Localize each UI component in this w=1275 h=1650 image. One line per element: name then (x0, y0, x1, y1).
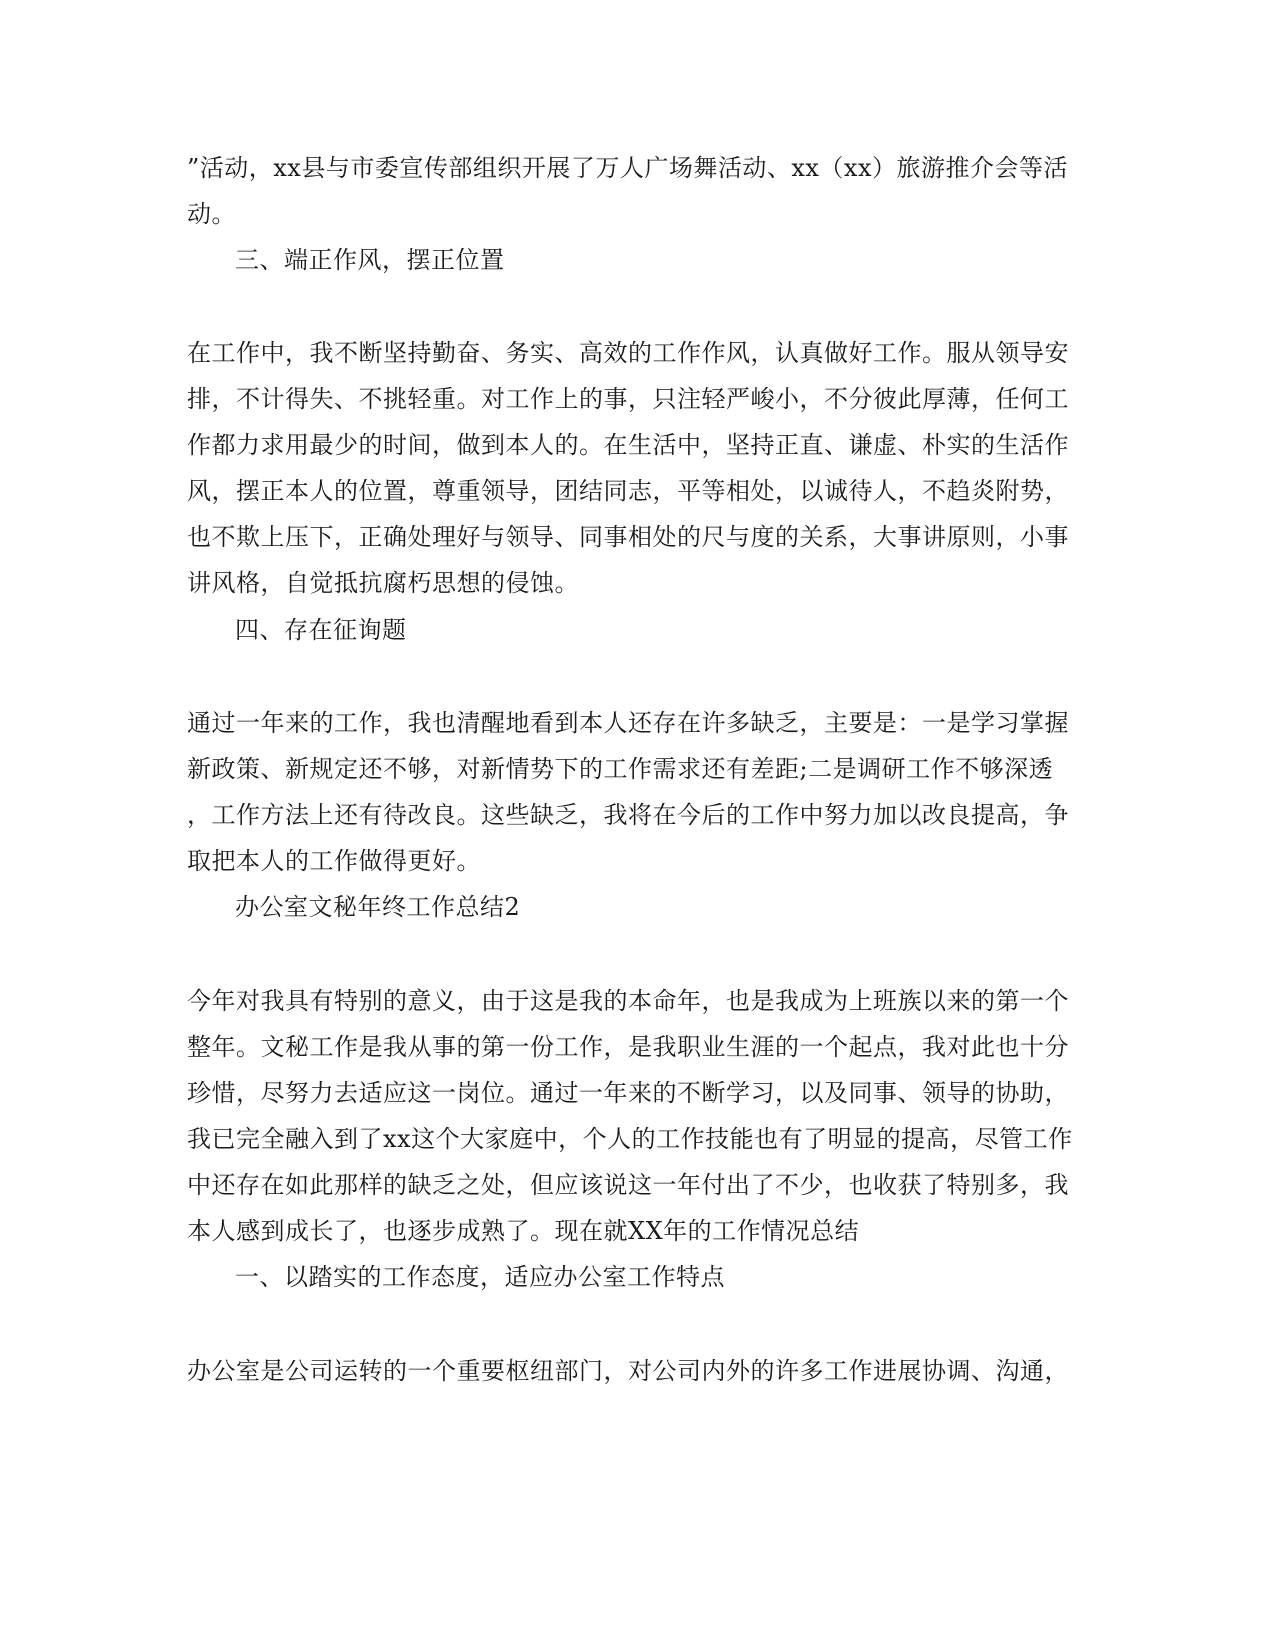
paragraph-line: 我已完全融入到了xx这个大家庭中，个人的工作技能也有了明显的提高，尽管工作 (187, 1125, 1073, 1153)
section-title: 办公室文秘年终工作总结2 (235, 893, 521, 921)
paragraph-line: 讲风格，自觉抵抗腐朽思想的侵蚀。 (187, 569, 579, 597)
section-heading: 四、存在征询题 (235, 616, 407, 644)
paragraph-line: 动。 (187, 200, 236, 228)
paragraph-line: 办公室是公司运转的一个重要枢纽部门，对公司内外的许多工作进展协调、沟通， (187, 1357, 1069, 1385)
paragraph-line: 在工作中，我不断坚持勤奋、务实、高效的工作作风，认真做好工作。服从领导安 (187, 339, 1069, 367)
paragraph-line: 新政策、新规定还不够，对新情势下的工作需求还有差距;二是调研工作不够深透 (187, 755, 1054, 783)
paragraph-line: 作都力求用最少的时间，做到本人的。在生活中，坚持正直、谦虚、朴实的生活作 (187, 431, 1069, 459)
paragraph-line: 排，不计得失、不挑轻重。对工作上的事，只注轻严峻小，不分彼此厚薄，任何工 (187, 385, 1069, 413)
paragraph-line: 整年。文秘工作是我从事的第一份工作，是我职业生涯的一个起点，我对此也十分 (187, 1033, 1069, 1061)
paragraph-line: 本人感到成长了，也逐步成熟了。现在就XX年的工作情况总结 (187, 1217, 860, 1245)
paragraph-line: 珍惜，尽努力去适应这一岗位。通过一年来的不断学习，以及同事、领导的协助， (187, 1079, 1069, 1107)
paragraph-line: ”活动，xx县与市委宣传部组织开展了万人广场舞活动、xx（xx）旅游推介会等活 (187, 154, 1068, 182)
paragraph-line: 取把本人的工作做得更好。 (187, 847, 481, 875)
paragraph-line: 中还存在如此那样的缺乏之处，但应该说这一年付出了不少，也收获了特别多，我 (187, 1171, 1069, 1199)
section-heading: 一、以踏实的工作态度，适应办公室工作特点 (235, 1263, 725, 1291)
paragraph-line: 今年对我具有特别的意义，由于这是我的本命年，也是我成为上班族以来的第一个 (187, 987, 1069, 1015)
paragraph-line: ，工作方法上还有待改良。这些缺乏，我将在今后的工作中努力加以改良提高，争 (187, 801, 1069, 829)
paragraph-line: 也不欺上压下，正确处理好与领导、同事相处的尺与度的关系，大事讲原则，小事 (187, 523, 1069, 551)
paragraph-line: 风，摆正本人的位置，尊重领导，团结同志，平等相处，以诚待人，不趋炎附势， (187, 477, 1069, 505)
section-heading: 三、端正作风，摆正位置 (235, 246, 505, 274)
paragraph-line: 通过一年来的工作，我也清醒地看到本人还存在许多缺乏，主要是：一是学习掌握 (187, 709, 1069, 737)
